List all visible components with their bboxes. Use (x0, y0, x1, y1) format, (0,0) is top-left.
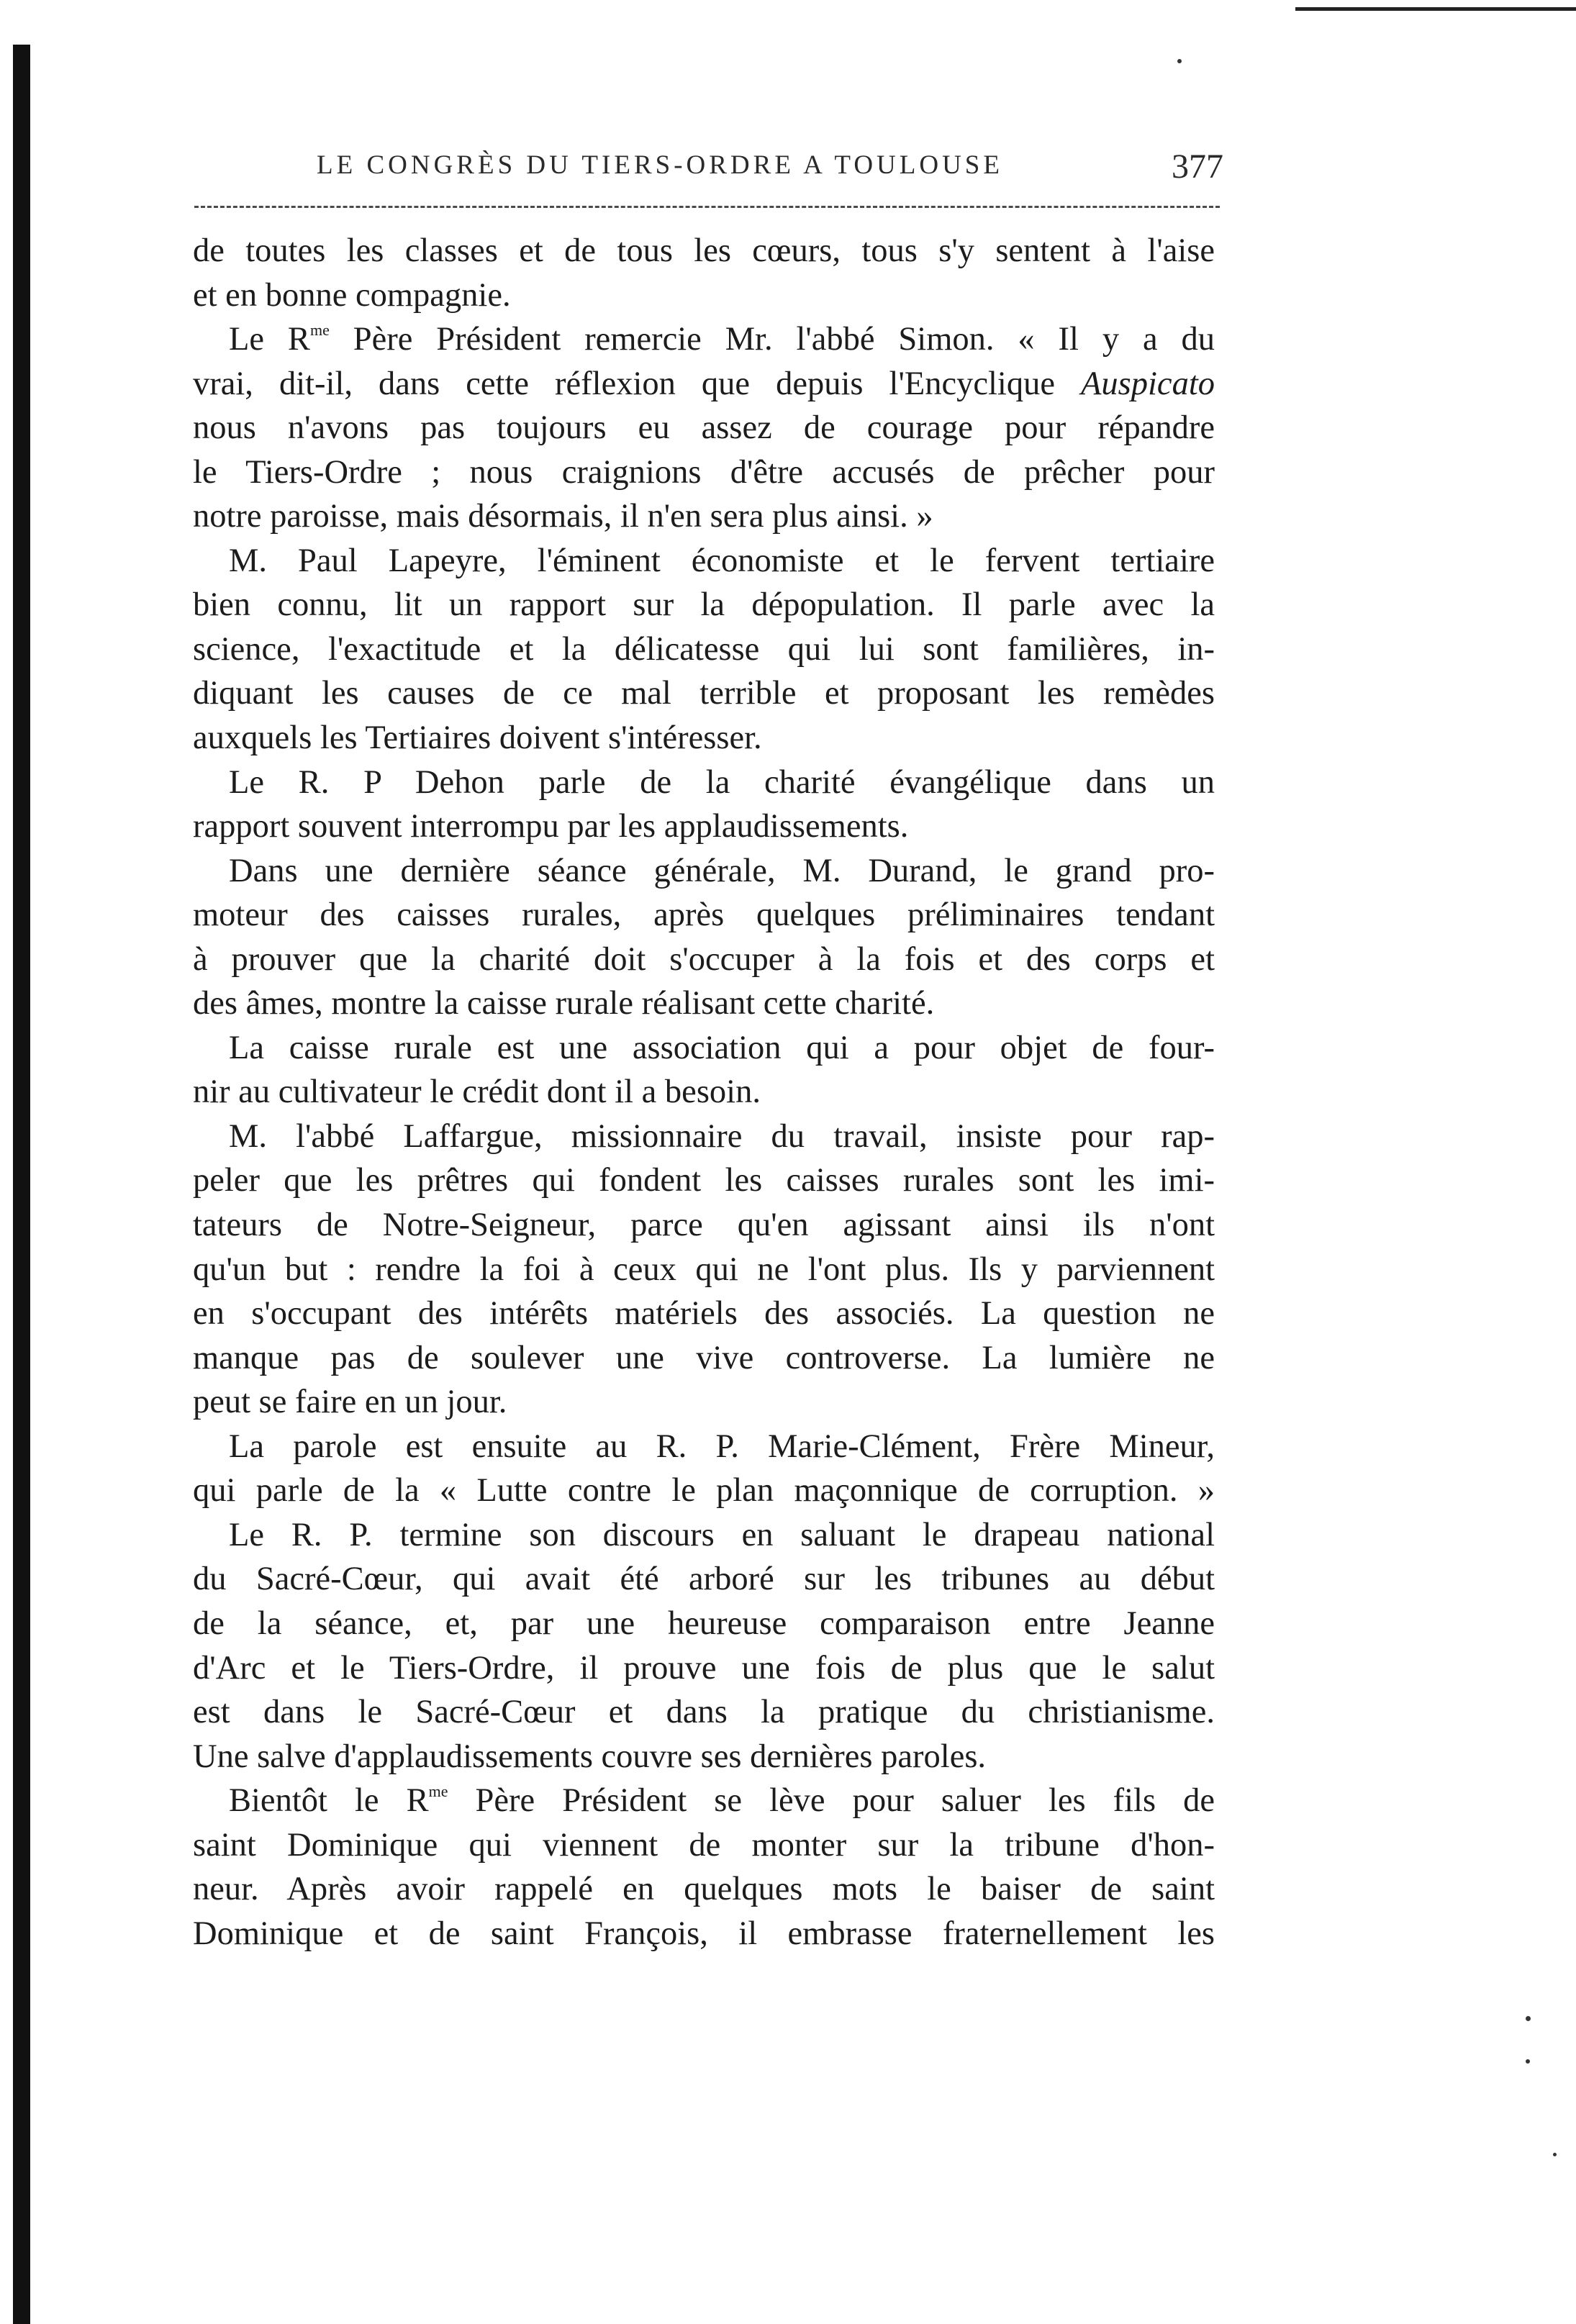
text-line: en s'occupant des intérêts matériels des associés. La question ne (193, 1295, 1215, 1333)
text-line: M. l'abbé Laffargue, missionnaire du travail, insiste pour rap- (229, 1117, 1215, 1155)
top-edge-rule (1295, 7, 1576, 11)
text-line (193, 317, 1215, 362)
page-header (187, 144, 1223, 194)
text-line: et en bonne compagnie. (193, 276, 511, 314)
page-binding-edge (13, 45, 30, 2324)
text-line: à prouver que la charité doit s'occuper à la fois et des corps et (193, 940, 1215, 978)
text-line: Une salve d'applaudissements couvre ses dernières paroles. (193, 1738, 987, 1775)
text-line: le Tiers-Ordre ; nous craignions d'être accusés de prêcher pour (193, 453, 1215, 491)
text-line: Dominique et de saint François, il embrasse fraternellement les (193, 1915, 1215, 1952)
superscript: me (309, 321, 330, 340)
text-line (193, 1779, 1215, 1823)
page-body (193, 229, 1215, 1956)
text-line: rapport souvent interrompu par les applaudissements. (193, 808, 909, 845)
text-span: Père Président remercie Mr. l'abbé Simon. « Il y a du (329, 321, 1215, 358)
text-line: tateurs de Notre-Seigneur, parce qu'en agissant ainsi ils n'ont (193, 1207, 1215, 1244)
text-line: est dans le Sacré-Cœur et dans la pratique du christianisme. (193, 1694, 1215, 1731)
text-line: neur. Après avoir rappelé en quelques mots le baiser de saint (193, 1871, 1215, 1908)
running-title: LE CONGRÈS DU TIERS-ORDRE A TOULOUSE (317, 150, 1003, 180)
text-line: diquant les causes de ce mal terrible et proposant les remèdes (193, 675, 1215, 712)
text-line: de la séance, et, par une heureuse comparaison entre Jeanne (193, 1604, 1215, 1642)
text-line: qui parle de la « Lutte contre le plan maçonnique de corruption. » (193, 1472, 1215, 1510)
text-line: peler que les prêtres qui fondent les caisses rurales sont les imi- (193, 1162, 1215, 1199)
text-line: peut se faire en un jour. (193, 1384, 507, 1421)
text-line: M. Paul Lapeyre, l'éminent économiste et le fervent tertiaire (229, 542, 1215, 579)
text-line: du Sacré-Cœur, qui avait été arboré sur les tribunes au début (193, 1561, 1215, 1598)
text-line: des âmes, montre la caisse rurale réalisant cette charité. (193, 985, 935, 1022)
margin-speck (1526, 2016, 1531, 2021)
text-line: manque pas de soulever une vive controverse. La lumière ne (193, 1339, 1215, 1376)
text-line: Dans une dernière séance générale, M. Durand, le grand pro- (229, 852, 1215, 889)
page-number: 377 (1172, 147, 1223, 186)
text-span: Père Président se lève pour saluer les fils de (448, 1782, 1215, 1820)
text-line: Le R. P Dehon parle de la charité évangélique dans un (229, 763, 1215, 801)
text-line: qu'un but : rendre la foi à ceux qui ne l'ont plus. Ils y parviennent (193, 1250, 1215, 1288)
text-line: science, l'exactitude et la délicatesse qui lui sont familières, in- (193, 630, 1215, 668)
text-line: de toutes les classes et de tous les cœurs, tous s'y sentent à l'aise (193, 232, 1215, 269)
italic-title: Auspicato (1081, 365, 1215, 402)
margin-speck (1177, 59, 1182, 63)
text-line: La parole est ensuite au R. P. Marie-Clément, Frère Mineur, (229, 1427, 1215, 1465)
text-line: saint Dominique qui viennent de monter sur la tribune d'hon- (193, 1826, 1215, 1864)
text-line: nir au cultivateur le crédit dont il a besoin. (193, 1074, 761, 1111)
text-line: notre paroisse, mais désormais, il n'en sera plus ainsi. » (193, 498, 933, 535)
text-span: vrai, dit-il, dans cette réflexion que depuis l'Encyclique (193, 365, 1082, 402)
text-line: moteur des caisses rurales, après quelques préliminaires tendant (193, 897, 1215, 934)
margin-speck (1553, 2153, 1557, 2156)
margin-speck (1526, 2059, 1530, 2064)
superscript: me (428, 1782, 448, 1801)
header-rule (194, 206, 1220, 208)
text-line: nous n'avons pas toujours eu assez de courage pour répandre (193, 409, 1215, 447)
text-line (193, 362, 1215, 407)
text-line: bien connu, lit un rapport sur la dépopulation. Il parle avec la (193, 586, 1215, 624)
text-span: Le R (229, 321, 310, 358)
text-line: auxquels les Tertiaires doivent s'intéresser. (193, 720, 762, 757)
text-span: Bientôt le R (229, 1782, 429, 1820)
text-line: d'Arc et le Tiers-Ordre, il prouve une fois de plus que le salut (193, 1649, 1215, 1687)
text-line: Le R. P. termine son discours en saluant le drapeau national (229, 1516, 1215, 1553)
text-line: La caisse rurale est une association qui a pour objet de four- (229, 1029, 1215, 1066)
